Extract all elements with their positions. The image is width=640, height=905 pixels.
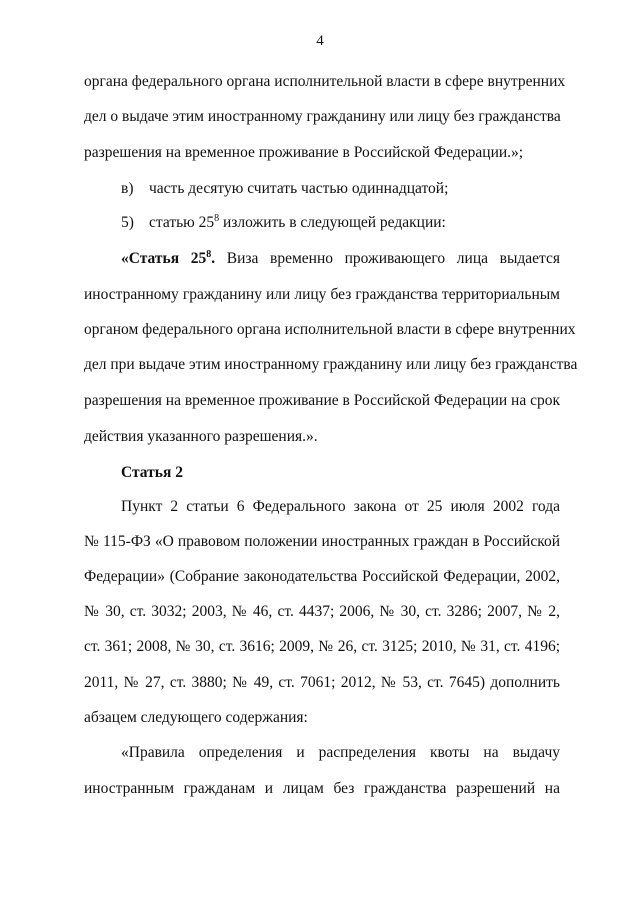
article-quote-line-1-rest: Виза временно проживающего лица выдается	[215, 250, 560, 267]
quote-2-line-2: иностранным гражданам и лицам без гражданства разрешений на	[84, 780, 560, 797]
list-marker-v: в)	[121, 180, 134, 197]
article-quote-label-dot: .	[211, 250, 216, 267]
list-item-5-text-before: статью 25	[149, 214, 215, 231]
list-item-5-text-after: изложить в следующей редакции:	[219, 214, 446, 231]
article-quote-line-2: иностранному гражданину или лицу без гражданства территориальным	[84, 286, 560, 303]
list-item-v-text: часть десятую считать частью одиннадцатой;	[149, 180, 449, 197]
article-quote-line-1	[121, 249, 560, 269]
article-2-line-4: № 30, ст. 3032; 2003, № 46, ст. 4437; 2006, № 30, ст. 3286; 2007, № 2,	[84, 603, 560, 620]
list-item-v	[121, 179, 448, 199]
paragraph-1-line-3: разрешения на временное проживание в Российской Федерации.»;	[84, 144, 524, 161]
article-quote-line-4: дел при выдаче этим иностранному гражданину или лицу без гражданства	[84, 356, 578, 373]
article-quote-line-6: действия указанного разрешения.».	[84, 428, 318, 445]
list-item-5	[121, 213, 446, 233]
quote-2-line-1: «Правила определения и распределения квоты на выдачу	[121, 744, 560, 761]
article-quote-label: «Статья 25	[121, 250, 207, 267]
article-2-line-6: 2011, № 27, ст. 3880; № 49, ст. 7061; 2012, № 53, ст. 7645) дополнить	[84, 674, 560, 691]
page-number: 4	[316, 33, 324, 49]
article-quote-label-sup: 8	[206, 249, 212, 260]
list-item-5-sup: 8	[214, 213, 220, 224]
paragraph-1-line-1: органа федерального органа исполнительной власти в сфере внутренних	[84, 73, 566, 90]
article-2-line-1: Пункт 2 статьи 6 Федерального закона от 25 июля 2002 года	[121, 498, 560, 515]
article-2-heading: Статья 2	[121, 464, 183, 481]
paragraph-1-line-2: дел о выдаче этим иностранному гражданину или лицу без гражданства	[84, 108, 561, 125]
list-marker-5: 5)	[121, 214, 134, 231]
article-2-line-5: ст. 361; 2008, № 30, ст. 3616; 2009, № 26, ст. 3125; 2010, № 31, ст. 4196;	[84, 638, 560, 655]
article-2-line-7: абзацем следующего содержания:	[84, 709, 308, 726]
article-2-line-2: № 115-ФЗ «О правовом положении иностранных граждан в Российской	[84, 533, 560, 550]
article-quote-line-3: органом федерального органа исполнительной власти в сфере внутренних	[84, 321, 576, 338]
article-2-line-3: Федерации» (Собрание законодательства Российской Федерации, 2002,	[84, 568, 560, 585]
article-quote-line-5: разрешения на временное проживание в Российской Федерации на срок	[84, 392, 561, 409]
